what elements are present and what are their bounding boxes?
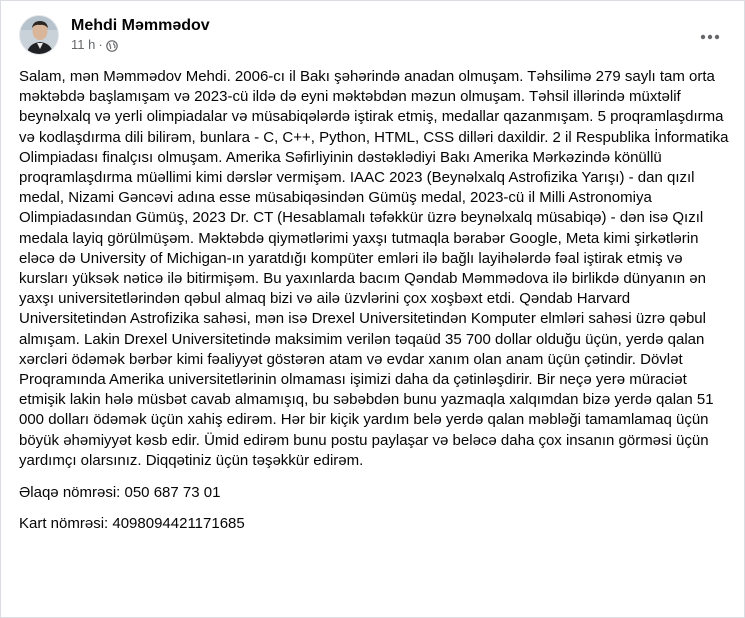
contact-number: Əlaqə nömrəsi: 050 687 73 01 bbox=[19, 484, 221, 502]
post-header bbox=[19, 15, 210, 55]
avatar[interactable] bbox=[19, 15, 59, 55]
post-meta bbox=[71, 16, 210, 54]
post-subline bbox=[71, 36, 210, 54]
globe-icon[interactable] bbox=[106, 39, 118, 51]
card-number: Kart nömrəsi: 4098094421171685 bbox=[19, 515, 245, 533]
post-body-text: Salam, mən Məmmədov Mehdi. 2006-cı il Bakı şəhərində anadan olmuşam. Təhsilimə 279 saylı tam orta məktəbdə başlamışam və 2023-cü ildə də eyni məktəbdən məzun olmuşam. Təhsil illərində müxtəlif beynəlxalq və yerli olimpiadalar və müsabiqələrdə iştirak etmiş, medallar qazanmışam. 5 proqramlaşdırma və kodlaşdırma dili bilirəm, bunlara - C, C++, Python, HTML, CSS dilləri daxildir. 2 il Respublika İnformatika Olimpiadası finalçısı olmuşam. Amerika Səfirliyinin dəstəklədiyi Bakı Amerika Mərkəzində könüllü proqramlaşdırma müəllimi kimi dərslər vermişəm. IAAC 2023 (Beynəlxalq Astrofizika Yarışı) - dan qızıl medal, Nizami Gəncəvi adına esse müsabiqəsindən Gümüş medal, 2023-cü il Milli Astronomiya Olimpiadasından Gümüş, 2023 Dr. CT (Hesablamalı təfəkkür üzrə beynəlxalq müsabiqə) - dən isə Qızıl medala layiq görülmüşəm. Məktəbdə qiymətlərimi yaxşı tutmaqla bərabər Google, Meta kimi şirkətlərin eləcə də University of Michigan-ın yaratdığı kompüter emləri ilə bağlı layihələrdə fəal iştirak etmiş və kursları yüksək nəticə ilə bitirmişəm. Bu yaxınlarda bacım Qəndab Məmmədova ilə birlikdə dünyanın ən yaxşı universitetlərindən qəbul almaq bizi və ailə üzvlərini çox xoşbəxt etdi. Qəndab Harvard Universitetindən Astrofizika sahəsi, mən isə Drexel Universitetindən Komputer elmləri sahəsi üzrə qəbul almışam. Lakin Drexel Universitetində maksimim verilən təqaüd 35 700 dollar olduğu üçün, yerdə qalan xərcləri ödəmək bərbər kimi fəaliyyət göstərən atam və evdar xanım olan anam üçün çətindir. Dövlət Proqramında Amerika universitetlərinin olmaması işimizi daha da çətinləşdirir. Bir neçə yerə müraciət etmişik lakin hələ müsbət cavab almamışıq, bu səbəbdən bunu yazmaqla xalqımdan bizə yerdə qalan 51 000 dolları ödəmək üçün xahiş edirəm. Hər bir kiçik yardım belə yerdə qalan məbləği tamamlamaq üçün böyük əhəmiyyət kəsb edir. Ümid edirəm bunu postu paylaşar və beləcə daha çox insanın görməsi üçün yardımçı olarsınız. Diqqətiniz üçün təşəkkür edirəm. bbox=[19, 68, 729, 469]
more-options-icon[interactable] bbox=[692, 19, 728, 55]
post-content bbox=[19, 67, 731, 534]
post-time[interactable]: 11 h bbox=[71, 37, 96, 52]
separator-dot: · bbox=[98, 37, 103, 52]
author-name[interactable]: Mehdi Məmmədov bbox=[71, 17, 210, 34]
